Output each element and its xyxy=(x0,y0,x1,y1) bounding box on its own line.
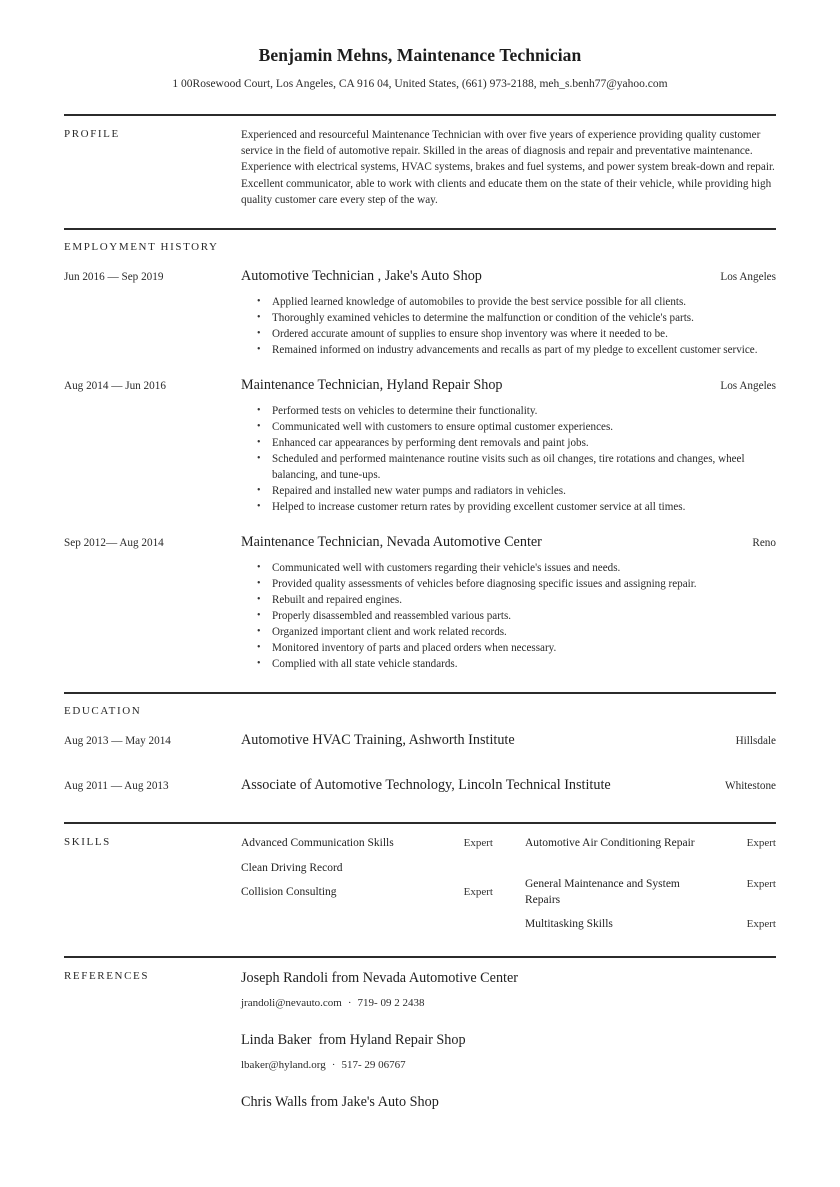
education-location: Whitestone xyxy=(725,780,776,793)
employment-section xyxy=(64,240,776,672)
job-bullet: • Applied learned knowledge of automobiles to provide the best service possible for all clients. xyxy=(257,294,776,310)
reference-entry xyxy=(241,969,776,1010)
job-entry xyxy=(64,534,776,672)
job-bullet: • Helped to increase customer return rates by providing excellent customer service at all times. xyxy=(257,499,776,515)
reference-phone: 719- 09 2 2438 xyxy=(357,997,425,1010)
job-bullet: • Communicated well with customers to ensure optimal customer experiences. xyxy=(257,419,776,435)
education-entry xyxy=(64,777,776,794)
skill-name: Advanced Communication Skills xyxy=(241,837,394,850)
job-title: Maintenance Technician, Hyland Repair Shop xyxy=(241,377,503,394)
job-bullet: • Rebuilt and repaired engines. xyxy=(257,592,776,608)
separator-dot: · xyxy=(331,1059,336,1072)
job-location: Los Angeles xyxy=(720,380,776,393)
education-title: Associate of Automotive Technology, Lincoln Technical Institute xyxy=(241,777,611,794)
candidate-name: Benjamin Mehns, Maintenance Technician xyxy=(258,45,582,65)
section-heading-profile: PROFILE xyxy=(64,128,120,140)
job-location: Reno xyxy=(752,537,776,550)
skills-column-left xyxy=(241,835,493,936)
education-title: Automotive HVAC Training, Ashworth Institute xyxy=(241,732,515,749)
skills-column-right xyxy=(525,835,776,936)
education-section xyxy=(64,704,776,794)
reference-entry xyxy=(241,1093,776,1111)
job-bullet: • Remained informed on industry advancements and recalls as part of my pledge to excellent customer service. xyxy=(257,342,776,358)
education-dates: Aug 2013 — May 2014 xyxy=(64,735,171,748)
job-bullet: • Thoroughly examined vehicles to determine the malfunction or condition of the vehicle's parts. xyxy=(257,310,776,326)
section-heading-references: REFERENCES xyxy=(64,970,150,983)
section-heading-education: EDUCATION xyxy=(64,705,142,718)
education-entry xyxy=(64,732,776,749)
section-divider xyxy=(64,822,776,824)
reference-name: Linda Baker from Hyland Repair Shop xyxy=(241,1032,466,1049)
skill-level: Expert xyxy=(746,918,776,931)
job-bullet: • Organized important client and work related records. xyxy=(257,624,776,640)
reference-email[interactable]: lbaker@hyland.org xyxy=(241,1059,326,1072)
job-bullets xyxy=(257,560,776,672)
job-dates: Sep 2012— Aug 2014 xyxy=(64,537,164,550)
reference-entry xyxy=(241,1031,776,1072)
section-heading-employment: EMPLOYMENT HISTORY xyxy=(64,241,219,254)
section-heading-skills: SKILLS xyxy=(64,836,111,849)
skill-name: General Maintenance and System Repairs xyxy=(525,878,680,907)
reference-phone: 517- 29 06767 xyxy=(341,1059,406,1072)
section-divider xyxy=(64,692,776,694)
skill-level: Expert xyxy=(746,878,776,891)
resume-page xyxy=(64,0,776,1111)
skill-name: Collision Consulting xyxy=(241,886,337,899)
job-bullet: • Communicated well with customers regarding their vehicle's issues and needs. xyxy=(257,560,776,576)
job-bullet: • Properly disassembled and reassembled various parts. xyxy=(257,608,776,624)
references-section xyxy=(64,969,776,1111)
reference-name: Joseph Randoli from Nevada Automotive Center xyxy=(241,970,518,987)
job-entry xyxy=(64,268,776,358)
skill-level: Expert xyxy=(746,837,776,850)
job-entry xyxy=(64,377,776,515)
skills-section xyxy=(64,835,776,936)
job-bullets xyxy=(257,294,776,358)
section-divider xyxy=(64,956,776,958)
profile-section xyxy=(64,127,776,208)
profile-summary: Experienced and resourceful Maintenance Technician with over five years of experience providing quality customer service in the field of automotive repair. Skilled in the areas of diagnosis and repair and preventative maintenance. Experience with electrical systems, HVAC systems, brakes and fuel systems, and power system break-down and repair. Excellent communicator, able to work with clients and educate them on the state of their vehicle, while providing high quality customer care every step of the way. xyxy=(241,129,775,206)
skill-name: Automotive Air Conditioning Repair xyxy=(525,837,695,850)
section-divider xyxy=(64,228,776,230)
job-dates: Aug 2014 — Jun 2016 xyxy=(64,380,166,393)
reference-email[interactable]: jrandoli@nevauto.com xyxy=(241,997,342,1010)
education-location: Hillsdale xyxy=(735,735,776,748)
job-dates: Jun 2016 — Sep 2019 xyxy=(64,271,164,284)
job-bullet: • Scheduled and performed maintenance routine visits such as oil changes, tire rotations and changes, wheel balancing, and tune-ups. xyxy=(257,451,776,483)
resume-header xyxy=(64,0,776,91)
skill-level: Expert xyxy=(463,837,493,850)
job-bullets xyxy=(257,403,776,515)
skill-name: Multitasking Skills xyxy=(525,918,613,931)
job-title: Maintenance Technician, Nevada Automotive Center xyxy=(241,534,542,551)
skill-level: Expert xyxy=(463,886,493,899)
contact-line: 1 00Rosewood Court, Los Angeles, CA 916 04, United States, (661) 973-2188, meh_s.benh77@yahoo.com xyxy=(172,78,668,90)
skill-name: Clean Driving Record xyxy=(241,861,343,874)
education-dates: Aug 2011 — Aug 2013 xyxy=(64,780,169,793)
job-bullet: • Enhanced car appearances by performing dent removals and paint jobs. xyxy=(257,435,776,451)
job-title: Automotive Technician , Jake's Auto Shop xyxy=(241,268,482,285)
job-bullet: • Repaired and installed new water pumps and radiators in vehicles. xyxy=(257,483,776,499)
job-bullet: • Ordered accurate amount of supplies to ensure shop inventory was where it needed to be. xyxy=(257,326,776,342)
reference-name: Chris Walls from Jake's Auto Shop xyxy=(241,1094,439,1111)
job-bullet: • Performed tests on vehicles to determine their functionality. xyxy=(257,403,776,419)
job-location: Los Angeles xyxy=(720,271,776,284)
separator-dot: · xyxy=(347,997,352,1010)
job-bullet: • Complied with all state vehicle standards. xyxy=(257,656,776,672)
job-bullet: • Monitored inventory of parts and placed orders when necessary. xyxy=(257,640,776,656)
job-bullet: • Provided quality assessments of vehicles before diagnosing specific issues and assigning repair. xyxy=(257,576,776,592)
section-divider xyxy=(64,114,776,116)
